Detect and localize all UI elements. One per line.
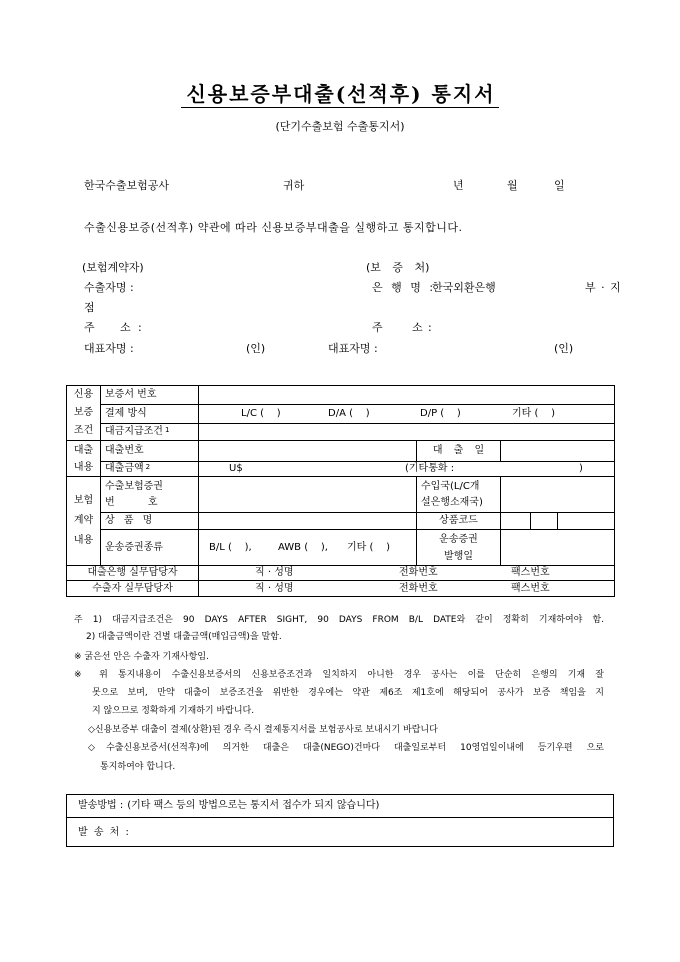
section-label-line: 대출 — [73, 444, 94, 456]
loan-amount-field[interactable] — [199, 462, 615, 477]
note-bold-line: ※ 굵은선 안은 수출자 기재사항임. — [74, 652, 209, 662]
guarantor-address-label-char: 소 — [412, 321, 423, 334]
payment-terms-note-ref: 1 — [164, 426, 170, 435]
section-label-line: 보증 — [73, 407, 94, 418]
loan-date-label: 대 출 일 — [417, 441, 501, 462]
payment-method-row — [67, 404, 615, 424]
policy-no-label-line: 번 호 — [105, 496, 158, 508]
note-mismatch-line: 못으로 보며, 만약 대출이 보증조건을 위반한 경우에는 약관 제6조 제1호에 해당되어 공사가 보증 책임을 지 — [92, 688, 604, 698]
bank-name-label: 은 행 명 : — [372, 281, 434, 294]
contact-phone-label: 전화번호 — [399, 582, 438, 594]
insurance-contract-section-label — [67, 477, 101, 566]
section-label-line: 내용 — [73, 461, 94, 473]
payment-option-lc[interactable]: L/C ( ) — [241, 408, 281, 420]
guarantee-no-label: 보증서 번호 — [101, 386, 199, 405]
payment-terms-field[interactable] — [199, 424, 615, 441]
loan-amount-note-ref: 2 — [145, 463, 151, 471]
date-month-label: 월 — [507, 179, 518, 192]
guarantor-seal-mark: (인) — [554, 342, 574, 355]
contact-fax-label: 팩스번호 — [511, 582, 550, 594]
exporter-name-label: 수출자명 : — [84, 281, 134, 294]
loan-no-label: 대출번호 — [101, 441, 199, 462]
policy-no-label — [101, 477, 199, 513]
contact-fax-label: 팩스번호 — [511, 567, 550, 578]
payment-method-label: 결제 방식 — [101, 404, 199, 424]
guarantor-address-label-char: 주 — [372, 321, 383, 334]
product-code-box[interactable] — [531, 513, 558, 530]
import-country-label — [417, 477, 501, 513]
section-label-line: 계약 — [73, 515, 94, 526]
transport-option-bl[interactable]: B/L ( ), — [209, 541, 252, 553]
section-label-line: 조건 — [73, 425, 94, 436]
date-year-label: 년 — [453, 179, 464, 192]
contact-title-name-label: 직 · 성명 — [255, 582, 294, 594]
recipient-honorific: 귀하 — [283, 179, 305, 192]
section-label-line: 신용 — [73, 389, 94, 400]
loan-no-field[interactable] — [199, 441, 417, 462]
section-label-line: 내용 — [73, 535, 94, 546]
note-payment-terms: 주 1) 대금지급조건은 90 DAYS AFTER SIGHT, 90 DAYS FROM B/L DATE와 같이 정확히 기재하여야 함. — [74, 615, 604, 625]
dispatch-method-label: 발송방법 : — [78, 800, 124, 811]
product-row — [67, 513, 615, 530]
transport-option-awb[interactable]: AWB ( ), — [278, 541, 328, 553]
guarantor-rep-label: 대표자명 : — [328, 342, 378, 355]
guarantor-address-colon: : — [428, 321, 432, 334]
policy-no-row — [67, 477, 615, 513]
payment-option-other[interactable]: 기타 ( ) — [512, 408, 556, 420]
guarantee-no-row — [67, 386, 615, 405]
bank-contact-label: 대출은행 실무담당자 — [67, 566, 199, 581]
date-day-label: 일 — [554, 179, 565, 192]
insured-seal-mark: (인) — [246, 342, 266, 355]
product-name-label: 상 품 명 — [101, 513, 199, 530]
product-code-box[interactable] — [558, 513, 615, 530]
transport-doc-options — [199, 530, 417, 566]
transport-doc-type-label: 운송증권종류 — [101, 530, 199, 566]
other-currency-close: ) — [579, 463, 583, 474]
guarantee-terms-section-label — [67, 386, 101, 441]
bank-name-value: 한국외환은행 — [432, 281, 496, 294]
contact-title-name-label: 직 · 성명 — [255, 567, 294, 578]
note-mismatch-line: 지 않으므로 정확하게 기재하기 바랍니다. — [92, 706, 255, 716]
branch-label-wrap: 점 — [84, 301, 95, 314]
payment-option-da[interactable]: D/A ( ) — [328, 408, 370, 420]
payment-method-options — [199, 404, 615, 424]
guarantor-heading: (보 증 처) — [366, 261, 430, 274]
insured-heading: (보험계약자) — [82, 261, 144, 274]
dispatch-destination-label: 발 송 처 : — [78, 827, 129, 838]
product-code-label: 상품코드 — [417, 513, 501, 530]
payment-terms-label-cell — [101, 424, 199, 441]
exporter-contact-field[interactable] — [199, 581, 615, 597]
document-title: 신용보증부대출(선적후) 통지서 — [181, 82, 498, 108]
transport-doc-date-label-line: 운송증권 — [439, 533, 478, 545]
notice-form-table — [66, 385, 615, 597]
dispatch-destination-row[interactable] — [67, 818, 613, 846]
recipient-name: 한국수출보험공사 — [84, 179, 170, 192]
product-name-field[interactable] — [199, 513, 417, 530]
import-country-label-line: 수입국(L/C개 — [421, 480, 480, 492]
exporter-contact-label: 수출자 실무담당자 — [67, 581, 199, 597]
insured-address-label-char: 주 — [84, 321, 95, 334]
dispatch-method-row[interactable] — [67, 795, 613, 818]
guarantee-no-field[interactable] — [199, 386, 615, 405]
document-subtitle: (단기수출보험 수출통지서) — [275, 120, 405, 133]
note-mismatch-line: ※ 위 통지내용이 수출신용보증서의 신용보증조건과 일치하지 아니한 경우 공사는 이를 단순히 은행의 기재 잘 — [74, 670, 604, 680]
note-nego-line: ◇수출신용보증서(선적후)에 의거한 대출은 대출(NEGO)건마다 대출일로부터 10영업일이내에 등기우편 으로 — [88, 743, 604, 753]
note-nego-line: 통지하여야 합니다. — [100, 762, 176, 772]
insured-address-colon: : — [138, 321, 142, 334]
loan-amount-label-cell — [101, 462, 199, 477]
loan-date-field[interactable] — [501, 441, 615, 462]
import-country-field[interactable] — [501, 477, 615, 513]
product-code-box[interactable] — [501, 513, 531, 530]
branch-label: 부 · 지 — [585, 281, 621, 294]
note-loan-amount: 2) 대출금액이란 건별 대출금액(매입금액)을 말함. — [86, 632, 282, 642]
payment-terms-label: 대금지급조건 — [105, 426, 163, 438]
loan-amount-label: 대출금액 — [105, 463, 144, 474]
transport-doc-date-label — [417, 530, 501, 566]
payment-terms-row — [67, 424, 615, 441]
dispatch-box — [66, 794, 614, 847]
contact-phone-label: 전화번호 — [399, 567, 438, 578]
insured-address-label-char: 소 — [120, 321, 131, 334]
notice-statement: 수출신용보증(선적후) 약관에 따라 신용보증부대출을 실행하고 통지합니다. — [84, 221, 463, 234]
transport-doc-date-label-line: 발행일 — [444, 550, 473, 562]
transport-doc-date-field[interactable] — [501, 530, 615, 566]
other-currency-label: (기타통화 : — [405, 463, 455, 474]
loan-details-section-label — [67, 441, 101, 477]
section-label-line: 보험 — [73, 495, 94, 506]
insured-rep-label: 대표자명 : — [84, 342, 134, 355]
payment-option-dp[interactable]: D/P ( ) — [420, 408, 461, 420]
policy-no-field[interactable] — [199, 477, 417, 513]
transport-option-other[interactable]: 기타 ( ) — [347, 541, 391, 553]
bank-contact-row — [67, 566, 615, 581]
loan-no-row — [67, 441, 615, 462]
policy-no-label-line: 수출보험증권 — [105, 480, 163, 492]
bank-contact-field[interactable] — [199, 566, 615, 581]
exporter-contact-row — [67, 581, 615, 597]
title-block — [0, 82, 680, 108]
subtitle-block — [0, 120, 680, 134]
import-country-label-line: 설은행소재국) — [421, 496, 483, 508]
loan-amount-row — [67, 462, 615, 477]
note-repayment: ◇신용보증부 대출이 결제(상환)된 경우 즉시 결제통지서를 보험공사로 보내시기 바랍니다 — [88, 725, 438, 735]
currency-usd-label: U$ — [229, 463, 243, 474]
dispatch-method-note: (기타 팩스 등의 방법으로는 통지서 접수가 되지 않습니다) — [127, 800, 380, 811]
transport-doc-row — [67, 530, 615, 566]
